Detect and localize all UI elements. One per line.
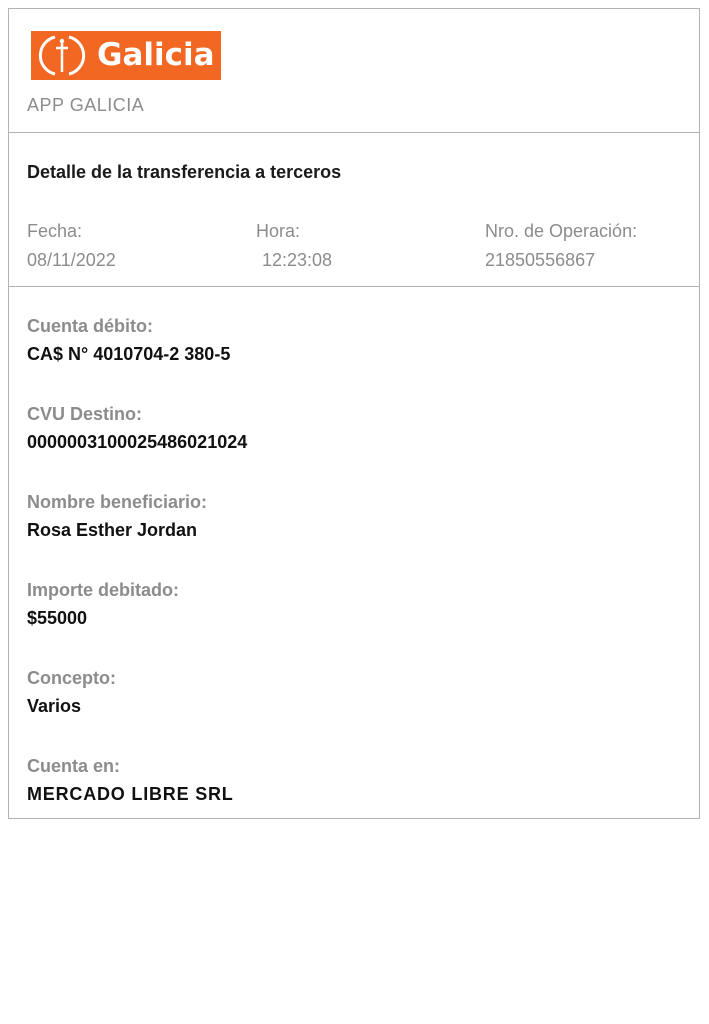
cvu-value: 0000003100025486021024 (27, 432, 248, 452)
amount-field (27, 579, 179, 629)
beneficiary-field (27, 491, 207, 541)
account-in-field (27, 755, 234, 805)
receipt-header (9, 9, 699, 133)
beneficiary-label: Nombre beneficiario: (27, 492, 208, 512)
concept-value: Varios (27, 696, 82, 716)
galicia-logo (31, 31, 221, 80)
operation-summary (9, 132, 699, 287)
concept-label: Concepto: (27, 668, 116, 688)
transfer-receipt (8, 8, 700, 819)
time-value: 12:23:08 (262, 250, 333, 270)
time-label: Hora: (256, 221, 301, 241)
account-in-label: Cuenta en: (27, 756, 121, 776)
concept-field (27, 667, 116, 717)
amount-value: $55000 (27, 608, 88, 628)
operation-number-label: Nro. de Operación: (485, 221, 638, 241)
operation-number-value: 21850556867 (485, 250, 596, 270)
operation-number-block (485, 220, 637, 271)
page-title: Detalle de la transferencia a terceros (27, 162, 342, 182)
debit-account-field (27, 315, 230, 365)
time-block (256, 220, 332, 271)
logo-text: Galicia (97, 37, 215, 73)
date-block (27, 220, 116, 271)
debit-account-value: CA$ N° 4010704-2 380-5 (27, 344, 231, 364)
date-label: Fecha: (27, 221, 83, 241)
cvu-field (27, 403, 247, 453)
date-value: 08/11/2022 (27, 250, 116, 270)
beneficiary-value: Rosa Esther Jordan (27, 520, 198, 540)
account-in-value: MERCADO LIBRE SRL (27, 784, 234, 804)
cvu-label: CVU Destino: (27, 404, 143, 424)
amount-label: Importe debitado: (27, 580, 179, 600)
debit-account-label: Cuenta débito: (27, 316, 153, 336)
app-name: APP GALICIA (27, 95, 145, 115)
